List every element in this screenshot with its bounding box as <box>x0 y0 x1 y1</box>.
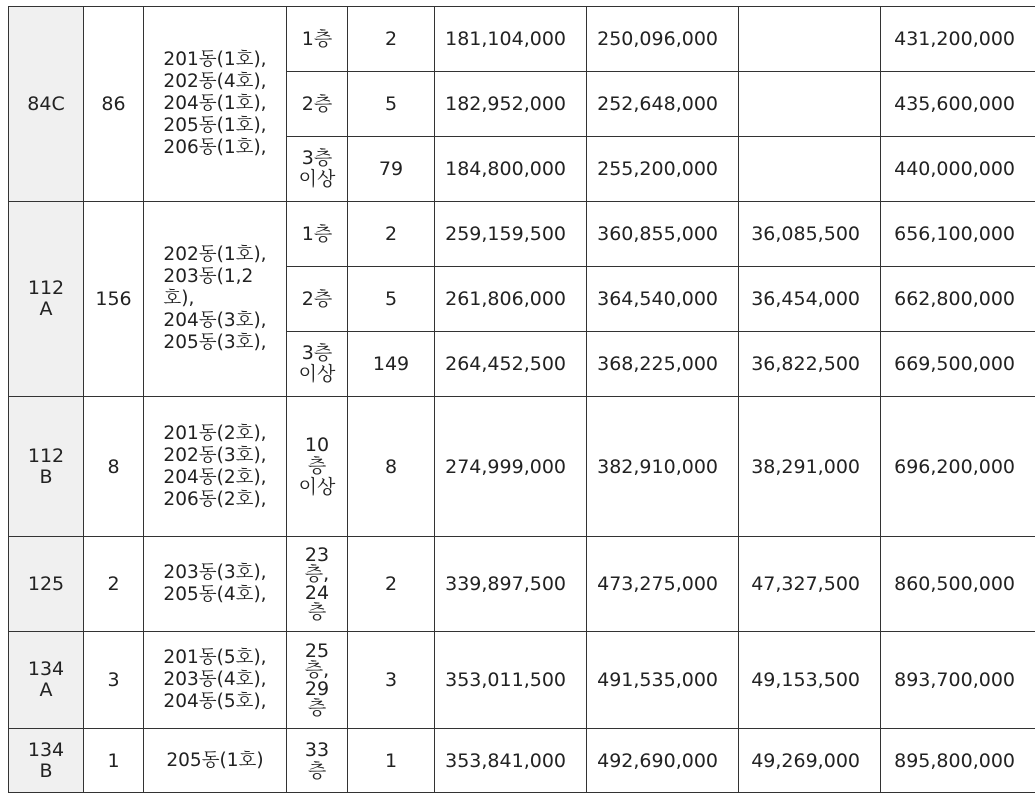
land-price-cell: 181,104,000 <box>435 7 587 72</box>
housing-type-cell: 134 B <box>9 729 84 793</box>
unit-count-cell: 1 <box>84 729 144 793</box>
vat-cell: 36,454,000 <box>739 267 881 332</box>
household-count-cell: 8 <box>348 397 435 537</box>
table-row <box>9 7 1035 72</box>
total-price-cell: 893,700,000 <box>881 632 1035 729</box>
building-price-cell: 473,275,000 <box>587 537 739 632</box>
housing-type-cell: 112 B <box>9 397 84 537</box>
household-count-cell: 1 <box>348 729 435 793</box>
household-count-cell: 149 <box>348 332 435 397</box>
land-price-cell: 353,841,000 <box>435 729 587 793</box>
land-price-cell: 184,800,000 <box>435 137 587 202</box>
floor-cell: 2층 <box>287 267 348 332</box>
floor-cell: 23 층, 24 층 <box>287 537 348 632</box>
building-list-cell <box>144 537 287 632</box>
vat-cell <box>739 7 881 72</box>
price-table <box>8 6 1035 793</box>
total-price-cell: 662,800,000 <box>881 267 1035 332</box>
vat-cell <box>739 137 881 202</box>
housing-type-cell: 84C <box>9 7 84 202</box>
unit-count-cell: 8 <box>84 397 144 537</box>
floor-cell: 25 층, 29 층 <box>287 632 348 729</box>
floor-cell: 1층 <box>287 7 348 72</box>
floor-cell: 3층 이상 <box>287 332 348 397</box>
unit-count-cell: 2 <box>84 537 144 632</box>
total-price-cell: 860,500,000 <box>881 537 1035 632</box>
total-price-cell: 656,100,000 <box>881 202 1035 267</box>
building-price-cell: 360,855,000 <box>587 202 739 267</box>
table-row <box>9 729 1035 793</box>
unit-count-cell: 86 <box>84 7 144 202</box>
household-count-cell: 5 <box>348 267 435 332</box>
floor-cell: 10 층 이상 <box>287 397 348 537</box>
vat-cell: 49,269,000 <box>739 729 881 793</box>
building-price-cell: 491,535,000 <box>587 632 739 729</box>
floor-cell: 3층 이상 <box>287 137 348 202</box>
land-price-cell: 259,159,500 <box>435 202 587 267</box>
building-list-cell <box>144 397 287 537</box>
housing-type-cell: 125 <box>9 537 84 632</box>
building-list-text: 201동(2호), 202동(3호), 204동(2호), 206동(2호), <box>163 422 267 510</box>
building-list-text: 201동(1호), 202동(4호), 204동(1호), 205동(1호), 206동(1호), <box>163 49 267 158</box>
household-count-cell: 2 <box>348 202 435 267</box>
housing-type-cell: 134 A <box>9 632 84 729</box>
table-row <box>9 397 1035 537</box>
building-list-text: 201동(5호), 203동(4호), 204동(5호), <box>163 647 267 712</box>
total-price-cell: 895,800,000 <box>881 729 1035 793</box>
building-list-cell <box>144 202 287 397</box>
land-price-cell: 274,999,000 <box>435 397 587 537</box>
unit-count-cell: 3 <box>84 632 144 729</box>
table-row <box>9 202 1035 267</box>
building-list-text: 202동(1호), 203동(1,2 호), 204동(3호), 205동(3호), <box>163 244 267 353</box>
total-price-cell: 669,500,000 <box>881 332 1035 397</box>
land-price-cell: 353,011,500 <box>435 632 587 729</box>
building-list-cell <box>144 632 287 729</box>
vat-cell: 47,327,500 <box>739 537 881 632</box>
table-row <box>9 537 1035 632</box>
vat-cell: 38,291,000 <box>739 397 881 537</box>
household-count-cell: 2 <box>348 537 435 632</box>
building-list-text: 203동(3호), 205동(4호), <box>163 562 267 605</box>
building-list-text: 205동(1호) <box>166 750 264 771</box>
total-price-cell: 431,200,000 <box>881 7 1035 72</box>
floor-cell: 1층 <box>287 202 348 267</box>
building-price-cell: 382,910,000 <box>587 397 739 537</box>
total-price-cell: 696,200,000 <box>881 397 1035 537</box>
building-price-cell: 364,540,000 <box>587 267 739 332</box>
land-price-cell: 261,806,000 <box>435 267 587 332</box>
household-count-cell: 2 <box>348 7 435 72</box>
vat-cell: 36,085,500 <box>739 202 881 267</box>
total-price-cell: 440,000,000 <box>881 137 1035 202</box>
table-row <box>9 632 1035 729</box>
floor-cell: 33 층 <box>287 729 348 793</box>
household-count-cell: 79 <box>348 137 435 202</box>
total-price-cell: 435,600,000 <box>881 72 1035 137</box>
land-price-cell: 182,952,000 <box>435 72 587 137</box>
vat-cell <box>739 72 881 137</box>
vat-cell: 36,822,500 <box>739 332 881 397</box>
building-list-cell <box>144 7 287 202</box>
building-price-cell: 250,096,000 <box>587 7 739 72</box>
household-count-cell: 5 <box>348 72 435 137</box>
floor-cell: 2층 <box>287 72 348 137</box>
building-price-cell: 255,200,000 <box>587 137 739 202</box>
building-price-cell: 368,225,000 <box>587 332 739 397</box>
household-count-cell: 3 <box>348 632 435 729</box>
unit-count-cell: 156 <box>84 202 144 397</box>
housing-type-cell: 112 A <box>9 202 84 397</box>
building-price-cell: 252,648,000 <box>587 72 739 137</box>
land-price-cell: 339,897,500 <box>435 537 587 632</box>
land-price-cell: 264,452,500 <box>435 332 587 397</box>
building-list-cell <box>144 729 287 793</box>
building-price-cell: 492,690,000 <box>587 729 739 793</box>
vat-cell: 49,153,500 <box>739 632 881 729</box>
